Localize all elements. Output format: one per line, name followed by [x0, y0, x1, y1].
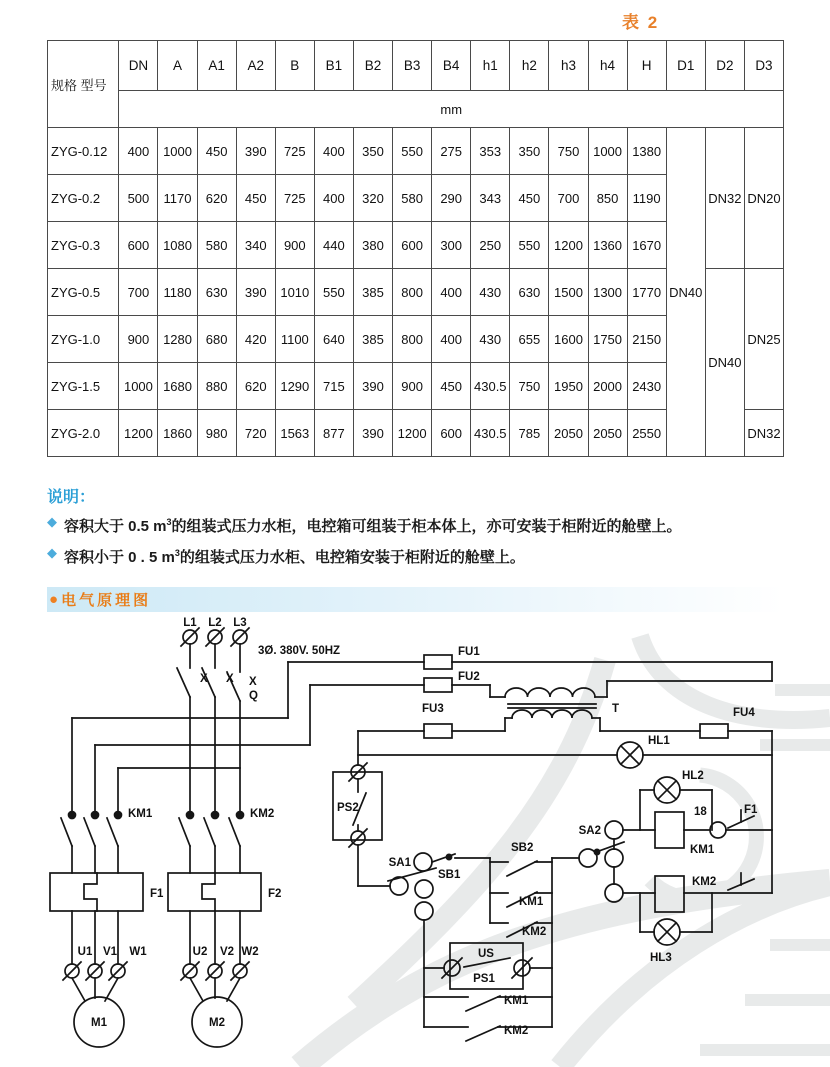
table-cell: 750	[510, 363, 549, 410]
schematic-label: M1	[91, 1017, 107, 1029]
table-cell: 877	[314, 410, 353, 457]
table-cell: 450	[236, 175, 275, 222]
table-cell: 500	[119, 175, 158, 222]
schematic-label: KM1	[504, 995, 529, 1007]
table-cell: 350	[510, 128, 549, 175]
schematic-label: Q	[249, 690, 258, 702]
table-cell: 1290	[275, 363, 314, 410]
table-cell: 300	[432, 222, 471, 269]
table-cell: 2430	[627, 363, 666, 410]
table-cell: 2550	[627, 410, 666, 457]
table-cell: 1190	[627, 175, 666, 222]
lamp-hl2-icon	[640, 777, 712, 830]
table-cell: 725	[275, 175, 314, 222]
table-cell: 290	[432, 175, 471, 222]
bullet-icon: ●	[49, 591, 59, 608]
table-cell: 2050	[588, 410, 627, 457]
model-cell: ZYG-0.2	[48, 175, 119, 222]
schematic-label: L1	[183, 617, 197, 629]
terminal-icon	[605, 821, 623, 839]
column-header: A	[158, 41, 197, 91]
table-cell: 620	[236, 363, 275, 410]
table-cell: 1670	[627, 222, 666, 269]
schematic-label: T	[612, 703, 620, 715]
fuse-fu2-icon	[424, 678, 452, 692]
column-header: DN	[119, 41, 158, 91]
table-cell: 440	[314, 222, 353, 269]
table-cell: 400	[314, 175, 353, 222]
table-cell: 1563	[275, 410, 314, 457]
terminal-icon	[415, 902, 433, 920]
model-cell: ZYG-1.0	[48, 316, 119, 363]
table-cell: 1200	[393, 410, 432, 457]
table-cell: 785	[510, 410, 549, 457]
schematic-label: W2	[241, 946, 259, 958]
dn-cell: DN25	[744, 269, 783, 410]
schematic-label: SA2	[578, 825, 601, 837]
table-cell: 1180	[158, 269, 197, 316]
column-header: h4	[588, 41, 627, 91]
table-cell: 340	[236, 222, 275, 269]
table-cell: 600	[393, 222, 432, 269]
column-header: B4	[432, 41, 471, 91]
table-cell: 1080	[158, 222, 197, 269]
table-cell: 400	[119, 128, 158, 175]
schematic-label: KM2	[250, 808, 275, 820]
table-cell: 980	[197, 410, 236, 457]
table-cell: 385	[353, 269, 392, 316]
table-row	[48, 128, 784, 175]
table-cell: 1500	[549, 269, 588, 316]
table-cell: 580	[393, 175, 432, 222]
table-cell: 900	[119, 316, 158, 363]
contact-km1-remote-icon	[424, 996, 552, 1011]
table-cell: 1950	[549, 363, 588, 410]
terminal-icon	[605, 884, 623, 902]
table-cell: 400	[432, 316, 471, 363]
schematic-label: X	[200, 673, 208, 685]
table-cell: 430.5	[471, 410, 510, 457]
table-cell: 1000	[158, 128, 197, 175]
table-cell: 1000	[119, 363, 158, 410]
table-cell: 353	[471, 128, 510, 175]
schematic-label: US	[478, 948, 494, 960]
table-cell: 450	[510, 175, 549, 222]
table-cell: 600	[119, 222, 158, 269]
table-cell: 720	[236, 410, 275, 457]
column-header: h1	[471, 41, 510, 91]
schematic-label: KM1	[690, 844, 715, 856]
dn-cell: DN32	[705, 128, 744, 269]
table-cell: 343	[471, 175, 510, 222]
schematic-label: W1	[129, 946, 147, 958]
table-cell: 700	[549, 175, 588, 222]
model-cell: ZYG-1.5	[48, 363, 119, 410]
overload-f1-icon	[50, 873, 143, 911]
table-cell: 320	[353, 175, 392, 222]
table-caption: 表 2	[622, 13, 660, 32]
column-header: B3	[393, 41, 432, 91]
diamond-bullet-icon: ◆	[47, 545, 57, 560]
table-cell: 450	[432, 363, 471, 410]
power-circuit	[50, 628, 310, 1047]
diamond-bullet-icon: ◆	[47, 514, 57, 529]
column-header: B2	[353, 41, 392, 91]
contactor-km1-main-icon	[61, 812, 122, 874]
column-header: D3	[744, 41, 783, 91]
table-cell: 600	[432, 410, 471, 457]
note-item: ◆ 容积小于 0 . 5 $m^3$的组装式压力水柜、电控箱安装于柜附近的舱壁上。	[47, 541, 789, 570]
column-header: H	[627, 41, 666, 91]
overload-f2-icon	[168, 873, 261, 911]
table-cell: 275	[432, 128, 471, 175]
column-header: A1	[197, 41, 236, 91]
schematic-label: SA1	[388, 857, 411, 869]
notes-section	[47, 484, 789, 572]
table-cell: 385	[353, 316, 392, 363]
schematic-label: FU1	[458, 646, 480, 658]
lamp-hl1-icon	[617, 742, 643, 768]
circuit-schematic	[0, 612, 830, 1067]
table-cell: 450	[197, 128, 236, 175]
table-cell: 850	[588, 175, 627, 222]
schematic-label: X	[249, 676, 257, 688]
dn-cell: DN32	[744, 410, 783, 457]
table-cell: 1200	[549, 222, 588, 269]
schematic-label: KM2	[522, 926, 547, 938]
table-cell: 250	[471, 222, 510, 269]
schematic-label: V2	[219, 946, 235, 958]
table-cell: 1770	[627, 269, 666, 316]
table-cell: 380	[353, 222, 392, 269]
table-cell: 580	[197, 222, 236, 269]
schematic-label: SB1	[438, 869, 461, 881]
schematic-label: PS1	[473, 973, 495, 985]
table-cell: 390	[353, 410, 392, 457]
column-header: h2	[510, 41, 549, 91]
coil-km1-icon	[655, 812, 684, 848]
schematic-label: KM2	[692, 876, 717, 888]
table-cell: 630	[197, 269, 236, 316]
table-cell: 1750	[588, 316, 627, 363]
table-cell: 390	[236, 269, 275, 316]
table-cell: 1280	[158, 316, 197, 363]
schematic-label: KM1	[128, 808, 153, 820]
column-header: B	[275, 41, 314, 91]
notes-list	[47, 510, 789, 570]
table-cell: 390	[236, 128, 275, 175]
fuse-fu4-icon	[700, 724, 728, 738]
column-header: h3	[549, 41, 588, 91]
schematic-label: 18	[694, 806, 707, 818]
table-cell: 350	[353, 128, 392, 175]
table-cell: 800	[393, 316, 432, 363]
table-corner-label: 规格 型号	[48, 41, 119, 128]
unit-cell: mm	[119, 91, 784, 128]
table-cell: 550	[393, 128, 432, 175]
schematic-label: HL2	[682, 770, 704, 782]
table-cell: 2150	[627, 316, 666, 363]
contact-km2-remote-icon	[424, 1026, 552, 1041]
column-header: D2	[705, 41, 744, 91]
table-cell: 640	[314, 316, 353, 363]
table-cell: 2000	[588, 363, 627, 410]
table-cell: 1170	[158, 175, 197, 222]
table-cell: 900	[393, 363, 432, 410]
table-cell: 1100	[275, 316, 314, 363]
contactor-km2-main-icon	[179, 812, 244, 874]
table-cell: 655	[510, 316, 549, 363]
column-header: A2	[236, 41, 275, 91]
motor-terminals-icon	[63, 962, 249, 980]
table-cell: 550	[314, 269, 353, 316]
table-cell: 400	[432, 269, 471, 316]
schematic-label: KM2	[504, 1025, 529, 1037]
table-cell: 750	[549, 128, 588, 175]
table-cell: 725	[275, 128, 314, 175]
table-cell: 800	[393, 269, 432, 316]
notes-heading: 说明：	[47, 489, 96, 506]
dimensions-table-wrap	[47, 40, 784, 457]
table-cell: 1000	[588, 128, 627, 175]
table-cell: 1860	[158, 410, 197, 457]
model-cell: ZYG-2.0	[48, 410, 119, 457]
table-cell: 420	[236, 316, 275, 363]
schematic-label: 3Ø. 380V. 50HZ	[258, 645, 341, 657]
table-cell: 1010	[275, 269, 314, 316]
table-cell: 400	[314, 128, 353, 175]
table-cell: 1300	[588, 269, 627, 316]
schematic-label: FU4	[733, 707, 755, 719]
schematic-label: L2	[208, 617, 222, 629]
schematic-label: F2	[268, 888, 282, 900]
column-header: B1	[314, 41, 353, 91]
switch-sa2-icon	[579, 842, 624, 867]
table-cell: 430.5	[471, 363, 510, 410]
table-cell: 700	[119, 269, 158, 316]
schematic-label: KM1	[519, 896, 544, 908]
table-cell: 900	[275, 222, 314, 269]
dn-cell: DN40	[705, 269, 744, 457]
dn-cell: DN20	[744, 128, 783, 269]
schematic-label: X	[226, 673, 234, 685]
table-cell: 1380	[627, 128, 666, 175]
table-cell: 390	[353, 363, 392, 410]
table-cell: 1200	[119, 410, 158, 457]
schematic-label: HL1	[648, 735, 670, 747]
schematic-label: V1	[102, 946, 118, 958]
table-cell: 630	[510, 269, 549, 316]
table-cell: 1360	[588, 222, 627, 269]
fuse-fu3-icon	[424, 724, 452, 738]
model-cell: ZYG-0.5	[48, 269, 119, 316]
column-header: D1	[666, 41, 705, 91]
schematic-label: U2	[192, 946, 208, 958]
schematic-label: HL3	[650, 952, 672, 964]
watermark	[300, 636, 830, 1067]
schematic-label: F1	[150, 888, 164, 900]
schematic-label: FU2	[458, 671, 480, 683]
table-cell: 620	[197, 175, 236, 222]
section-title: 电气原理图	[61, 592, 152, 609]
table-cell: 1680	[158, 363, 197, 410]
schematic-label: M2	[209, 1017, 225, 1029]
note-item: ◆ 容积大于 0.5 $m^3$的组装式压力水柜，电控箱可组装于柜本体上，亦可安装于柜附近的舱壁上。	[47, 510, 789, 539]
table-cell: 680	[197, 316, 236, 363]
schematic-label: L3	[233, 617, 247, 629]
model-cell: ZYG-0.3	[48, 222, 119, 269]
button-sb1-icon	[388, 868, 436, 898]
table-cell: 715	[314, 363, 353, 410]
table-cell: 430	[471, 269, 510, 316]
schematic-label: F1	[744, 804, 758, 816]
dn-cell: DN40	[666, 128, 705, 457]
table-cell: 880	[197, 363, 236, 410]
table-cell: 550	[510, 222, 549, 269]
section-header	[47, 587, 784, 612]
schematic-label: SB2	[511, 842, 534, 854]
schematic-label: PS2	[337, 802, 359, 814]
schematic-label: FU3	[422, 703, 444, 715]
table-cell: 430	[471, 316, 510, 363]
table-cell: 1600	[549, 316, 588, 363]
model-cell: ZYG-0.12	[48, 128, 119, 175]
schematic-label: U1	[77, 946, 93, 958]
fuse-fu1-icon	[424, 655, 452, 669]
dimensions-table	[47, 40, 784, 457]
table-cell: 2050	[549, 410, 588, 457]
